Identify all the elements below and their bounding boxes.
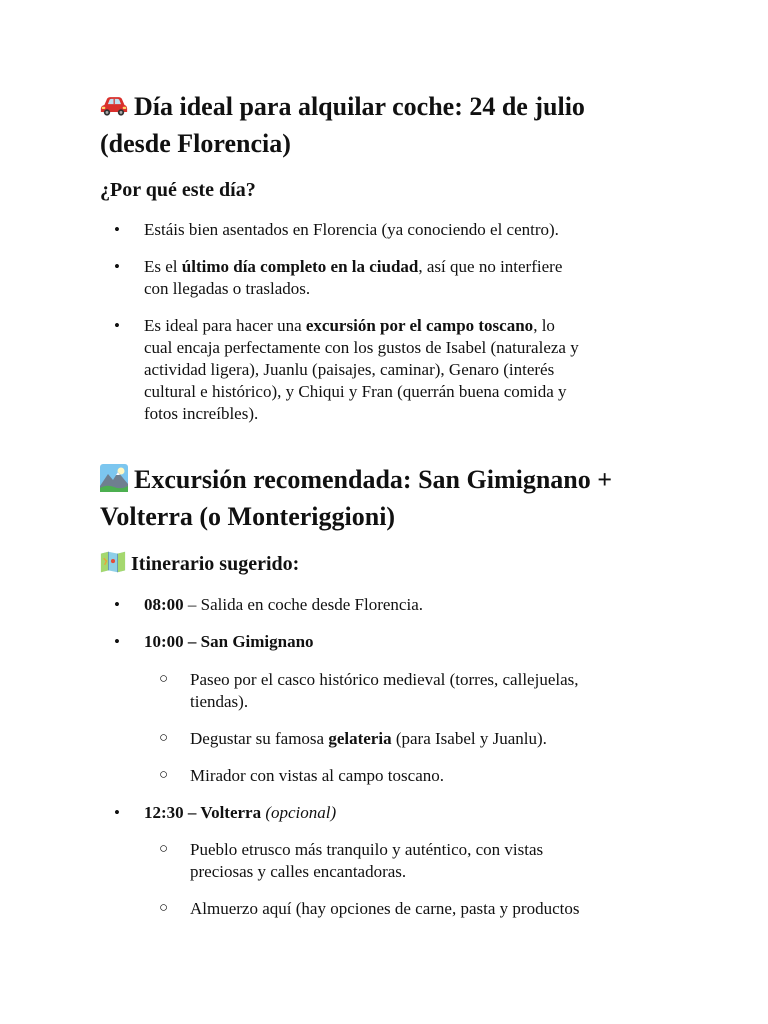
list-item: ○ Paseo por el casco histórico medieval (torres, callejuelas, tiendas). (159, 670, 579, 711)
san-gimignano-list (100, 669, 680, 787)
list-item: ○ Almuerzo aquí (hay opciones de carne, pasta y productos (159, 899, 580, 918)
stop-title: 10:00 – San Gimignano (144, 632, 314, 651)
list-item: ○ Pueblo etrusco más tranquilo y auténtico, con vistas preciosas y calles encantadoras. (159, 840, 544, 881)
sub-bullet-marker: ○ (159, 767, 169, 783)
list-item: • 08:00 – Salida en coche desde Florencia. (114, 595, 423, 614)
heading-line-1: Día ideal para alquilar coche: 24 de julio (134, 92, 585, 121)
bullet-marker: • (114, 257, 120, 276)
document-page (100, 88, 680, 920)
sub-bullet-marker: ○ (159, 841, 169, 857)
car-icon (100, 91, 128, 119)
reasons-list (100, 219, 680, 425)
itinerary-list (100, 594, 680, 653)
landscape-icon (100, 464, 128, 492)
bullet-marker: • (114, 220, 120, 239)
itinerary-list-continued (100, 802, 680, 824)
sub-bullet-marker: ○ (159, 900, 169, 916)
list-item (100, 631, 680, 653)
heading-line-2: Volterra (o Monteriggioni) (100, 502, 396, 531)
list-item: • Es el último día completo en la ciudad, así que no interfiere con llegadas o traslados. (114, 257, 563, 298)
sub-bullet-marker: ○ (159, 730, 169, 746)
bullet-marker: • (114, 595, 120, 614)
bullet-marker: • (114, 803, 120, 822)
list-item: • Estáis bien asentados en Florencia (ya conociendo el centro). (114, 220, 559, 239)
subheading-why-this-day: ¿Por qué este día? (100, 179, 256, 201)
optional-label: (opcional) (265, 803, 337, 822)
section-heading-excursion (100, 461, 680, 535)
bullet-marker: • (114, 316, 120, 335)
section-heading-car-rental (100, 88, 680, 162)
list-item (100, 802, 680, 824)
map-icon (100, 550, 126, 574)
time-label: 08:00 (144, 595, 184, 614)
subheading-itinerary: Itinerario sugerido: (100, 550, 680, 577)
heading-line-1: Excursión recomendada: San Gimignano + (134, 465, 613, 494)
heading-line-2: (desde Florencia) (100, 129, 291, 158)
bullet-marker: • (114, 632, 120, 651)
list-item: ○ Mirador con vistas al campo toscano. (159, 766, 444, 785)
list-item: ○ Degustar su famosa gelateria (para Isabel y Juanlu). (159, 729, 547, 748)
stop-title: 12:30 – Volterra (144, 803, 262, 822)
list-item: • Es ideal para hacer una excursión por el campo toscano, lo cual encaja perfectamente con los gustos de Isabel (naturaleza y actividad ligera), Juanlu (paisajes, caminar), Genaro (interés cultural e histórico), y Chiqui y Fran (querrán buena comida y fotos increíbles). (114, 316, 579, 423)
sub-bullet-marker: ○ (159, 671, 169, 687)
volterra-list (100, 839, 680, 920)
